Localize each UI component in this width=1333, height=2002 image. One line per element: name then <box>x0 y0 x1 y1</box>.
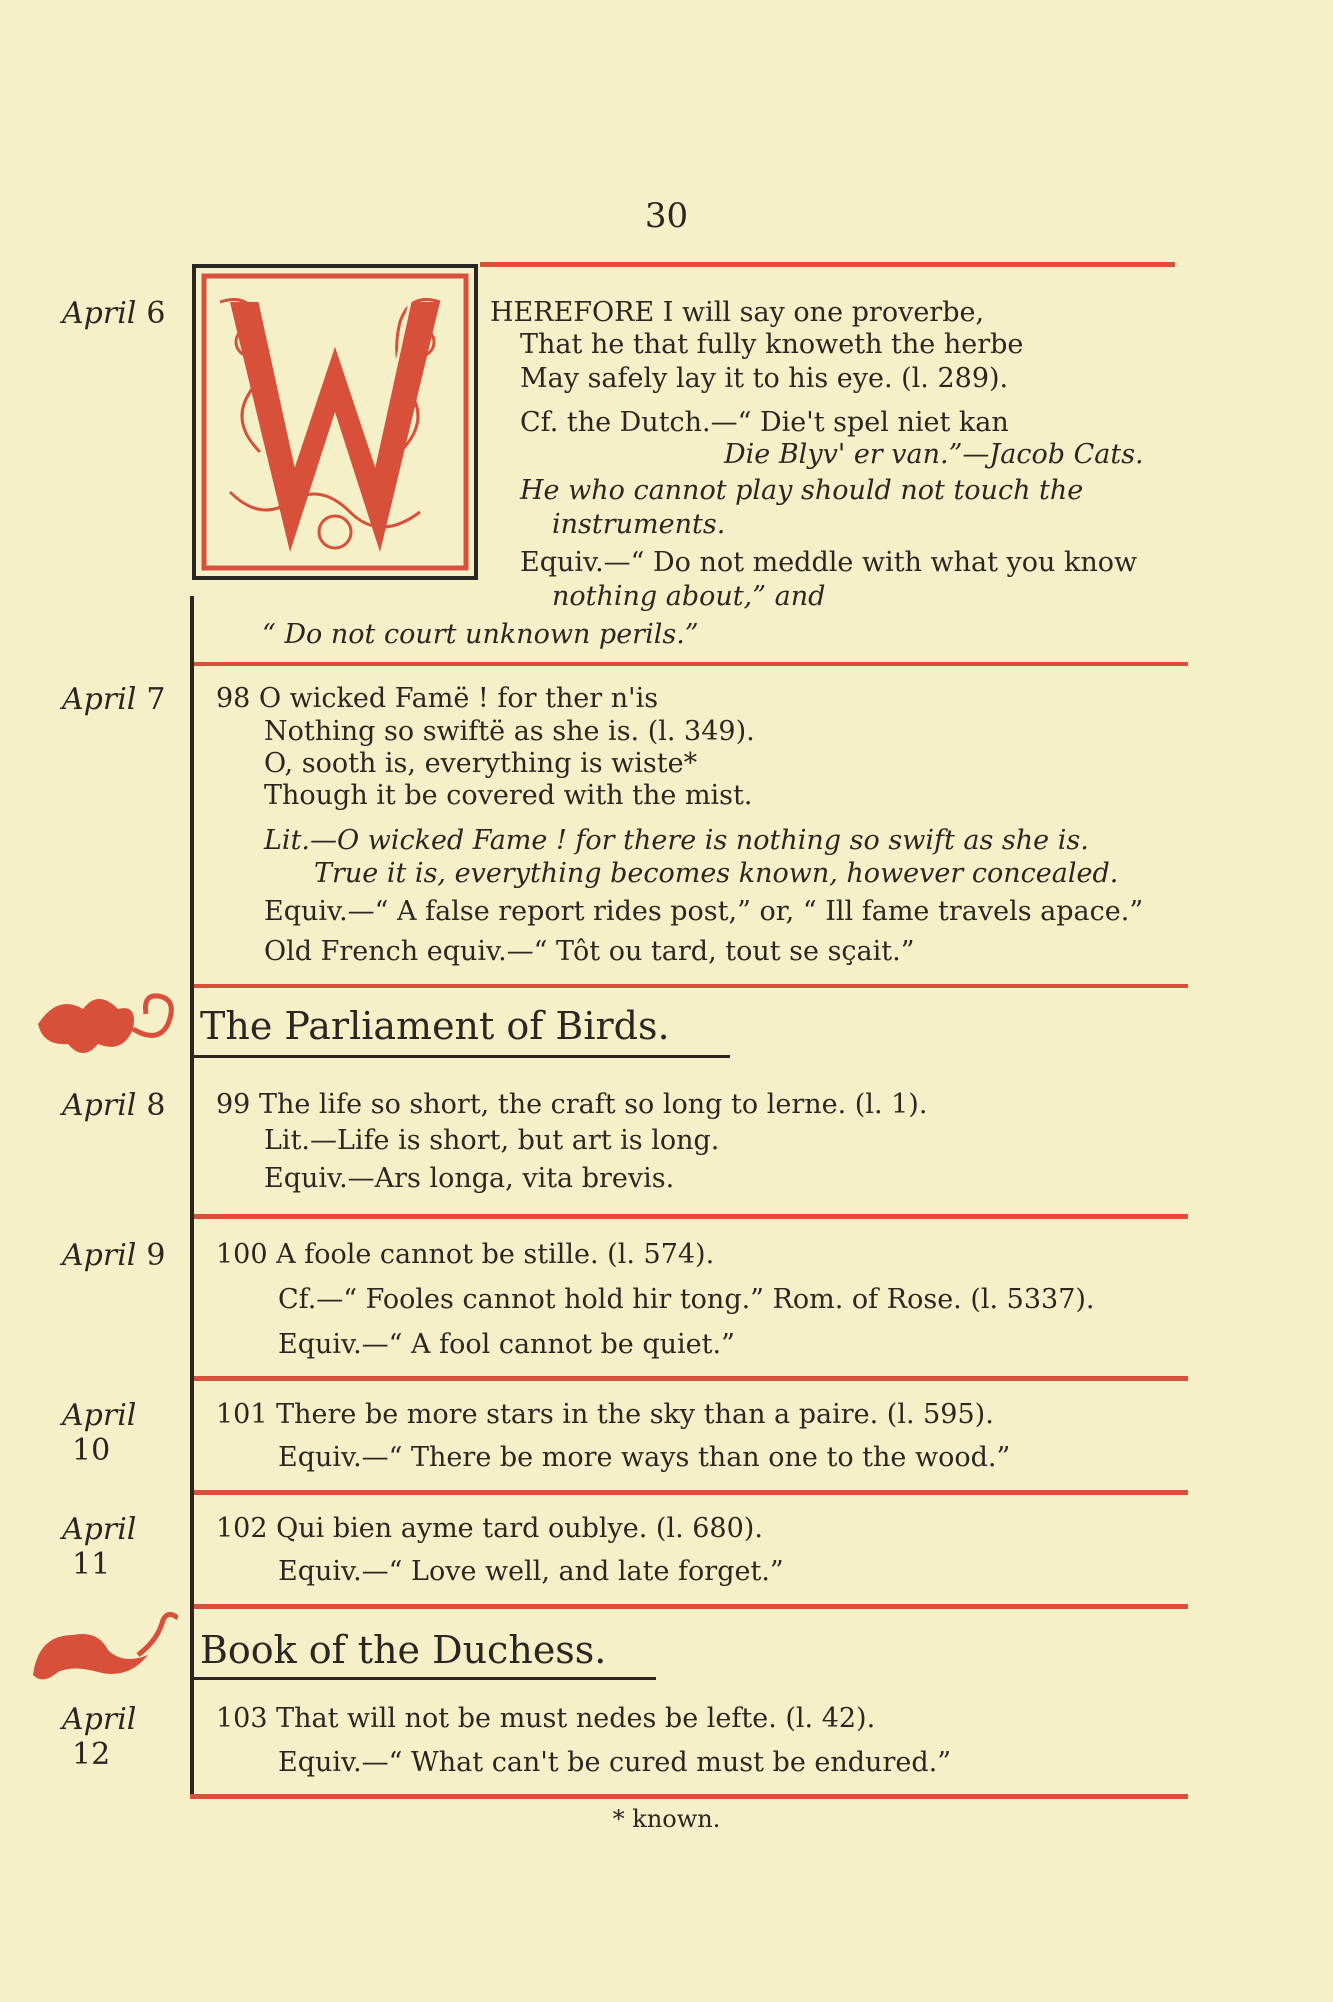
date-month: April <box>62 682 137 717</box>
entry-line: HEREFORE I will say one proverbe, <box>490 297 985 328</box>
date-month: April <box>62 1398 137 1433</box>
date-month: April <box>62 1702 137 1737</box>
leaf-ornament-icon <box>28 984 178 1068</box>
rule <box>194 662 1188 666</box>
rule-top <box>480 262 1175 267</box>
entry-line: O, sooth is, everything is wiste* <box>264 748 698 779</box>
date-month: April <box>62 1512 137 1547</box>
entry-line: Cf. the Dutch.—“ Die't spel niet kan <box>520 407 1009 438</box>
date-month: April <box>62 296 137 331</box>
entry-line: 101 There be more stars in the sky than a paire. (l. 595). <box>216 1399 994 1430</box>
entry-line: He who cannot play should not touch the <box>520 475 1084 506</box>
entry-line: Equiv.—“ Do not meddle with what you know <box>520 547 1138 578</box>
date-month: April <box>62 1088 137 1123</box>
section-title-parliament-of-birds: The Parliament of Birds. <box>200 1004 670 1048</box>
date-month: April <box>62 1238 137 1273</box>
entry-line: 98 O wicked Famë ! for ther n'is <box>216 683 659 714</box>
date-april-7 <box>62 682 182 717</box>
entry-line: Equiv.—“ There be more ways than one to the wood.” <box>278 1442 1011 1473</box>
date-day: 6 <box>146 296 166 331</box>
date-day: 8 <box>146 1088 166 1123</box>
date-day: 9 <box>146 1238 166 1273</box>
dropcap-w-ornament <box>190 262 480 582</box>
entry-line: Die Blyv' er van.”—Jacob Cats. <box>724 439 1144 470</box>
entry-line: 99 The life so short, the craft so long to lerne. (l. 1). <box>216 1089 928 1120</box>
rule <box>194 1376 1188 1381</box>
rule <box>194 1214 1188 1219</box>
section-underline <box>194 1055 730 1058</box>
date-april-12 <box>62 1702 182 1772</box>
entry-line: instruments. <box>552 509 726 540</box>
footnote: * known. <box>612 1805 721 1833</box>
entry-line: Equiv.—Ars longa, vita brevis. <box>264 1163 675 1194</box>
section-underline <box>194 1677 656 1680</box>
entry-line: Equiv.—“ Love well, and late forget.” <box>278 1556 784 1587</box>
entry-line: Equiv.—“ What can't be cured must be endured.” <box>278 1747 951 1778</box>
entry-line: Equiv.—“ A fool cannot be quiet.” <box>278 1329 735 1360</box>
page-number: 30 <box>644 196 689 236</box>
date-april-6 <box>62 296 182 331</box>
entry-line: Equiv.—“ A false report rides post,” or, “ Ill fame travels apace.” <box>264 896 1144 927</box>
date-april-9 <box>62 1238 182 1273</box>
entry-line: Lit.—Life is short, but art is long. <box>264 1125 720 1156</box>
date-april-11 <box>62 1512 182 1582</box>
date-day: 10 <box>72 1433 111 1468</box>
entry-line: May safely lay it to his eye. (l. 289). <box>520 363 1009 394</box>
entry-line: Old French equiv.—“ Tôt ou tard, tout se sçait.” <box>264 936 915 967</box>
entry-line: nothing about,” and <box>552 581 826 612</box>
entry-line: Cf.—“ Fooles cannot hold hir tong.” Rom. of Rose. (l. 5337). <box>278 1284 1095 1315</box>
entry-line: Lit.—O wicked Fame ! for there is nothing so swift as she is. <box>264 825 1089 856</box>
date-day: 11 <box>72 1547 111 1582</box>
rule <box>194 1604 1188 1609</box>
entry-line: 102 Qui bien ayme tard oublye. (l. 680). <box>216 1513 763 1544</box>
entry-line: True it is, everything becomes known, however concealed. <box>314 858 1119 889</box>
date-day: 7 <box>146 682 166 717</box>
entry-line: 100 A foole cannot be stille. (l. 574). <box>216 1239 715 1270</box>
rule-bottom <box>190 1794 1188 1799</box>
frame-left-rule <box>190 596 194 1796</box>
entry-line: 103 That will not be must nedes be lefte. (l. 42). <box>216 1703 876 1734</box>
date-day: 12 <box>72 1737 111 1772</box>
rule <box>194 984 1188 988</box>
leaf-ornament-icon <box>28 1610 178 1694</box>
entry-line: Nothing so swiftë as she is. (l. 349). <box>264 716 755 747</box>
rule <box>194 1490 1188 1495</box>
date-april-8 <box>62 1088 182 1123</box>
entry-line: Though it be covered with the mist. <box>264 780 753 811</box>
section-title-book-of-the-duchess: Book of the Duchess. <box>200 1628 607 1672</box>
date-april-10 <box>62 1398 182 1468</box>
entry-line: That he that fully knoweth the herbe <box>520 329 1024 360</box>
entry-line: “ Do not court unknown perils.” <box>262 619 699 650</box>
